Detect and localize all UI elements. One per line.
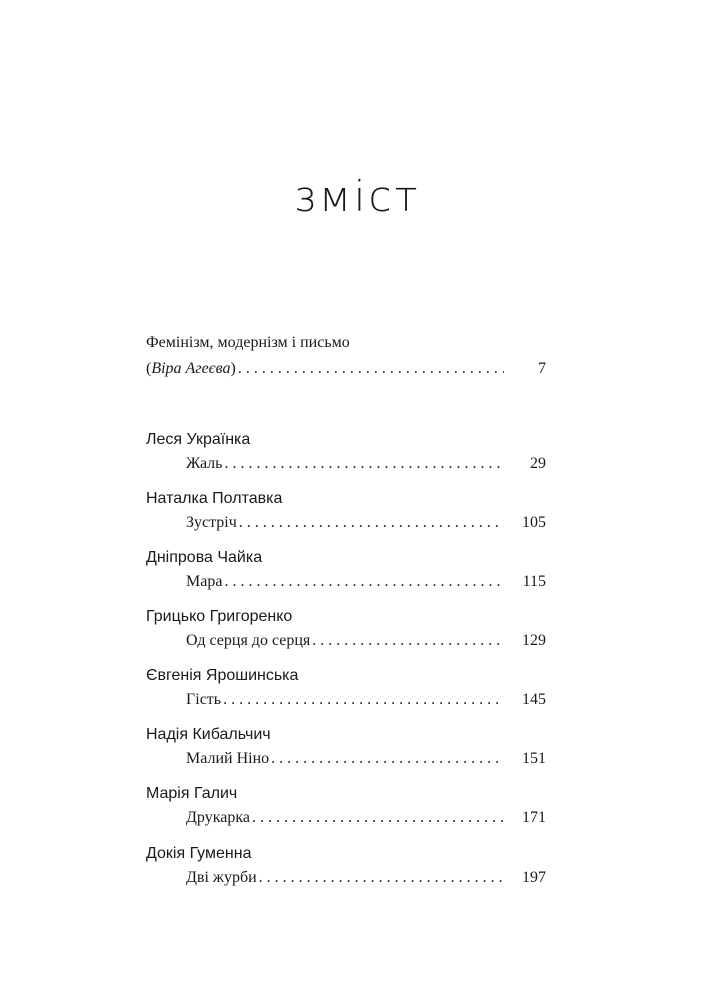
intro-title: Фемінізм, модернізм і письмо: [146, 334, 350, 351]
dot-leader: [259, 866, 504, 890]
work-title: Друкарка: [186, 809, 250, 826]
author-name: Докія Гуменна: [146, 845, 252, 862]
author-name: Марія Галич: [146, 785, 238, 802]
author-name: Дніпрова Чайка: [146, 549, 263, 566]
work-title: Малий Ніно: [186, 750, 270, 767]
author-name: Надія Кибальчич: [146, 726, 271, 743]
page-number: 197: [522, 869, 546, 886]
intro-author: (Віра Агеєва): [146, 360, 236, 377]
page-number: 171: [522, 809, 546, 826]
page-number: 151: [522, 750, 546, 767]
work-title: Дві журби: [186, 869, 257, 886]
toc-entry[interactable]: [186, 452, 546, 476]
work-title: Жаль: [186, 455, 223, 472]
author-name: Леся Українка: [146, 431, 251, 448]
work-title: Гість: [186, 691, 222, 708]
page-number: 115: [522, 573, 546, 590]
page-number: 7: [538, 360, 546, 377]
toc-entry[interactable]: [186, 747, 546, 771]
toc-entry[interactable]: [186, 511, 546, 535]
dot-leader: [239, 511, 504, 535]
page-number: 129: [522, 632, 546, 649]
toc-entry[interactable]: [186, 866, 546, 890]
dot-leader: [271, 747, 504, 771]
toc-entry[interactable]: [186, 806, 546, 830]
author-name: Грицько Григоренко: [146, 608, 293, 625]
page-title: зміст: [293, 172, 421, 221]
author-name: Наталка Полтавка: [146, 490, 283, 507]
page-number: 145: [522, 691, 546, 708]
work-title: Зустріч: [186, 514, 237, 531]
intro-entry[interactable]: [146, 357, 546, 381]
work-title: Мара: [186, 573, 223, 590]
dot-leader: [252, 806, 504, 830]
author-name: Євгенія Ярошинська: [146, 667, 299, 684]
page-number: 105: [522, 514, 546, 531]
toc-entry[interactable]: [186, 688, 546, 712]
toc-entry[interactable]: [186, 570, 546, 594]
dot-leader: [223, 688, 504, 712]
toc-entry[interactable]: [186, 629, 546, 653]
work-title: Од серця до серця: [186, 632, 311, 649]
dot-leader: [312, 629, 504, 653]
dot-leader: [238, 357, 504, 381]
page-number: 29: [530, 455, 546, 472]
dot-leader: [224, 452, 504, 476]
dot-leader: [224, 570, 504, 594]
